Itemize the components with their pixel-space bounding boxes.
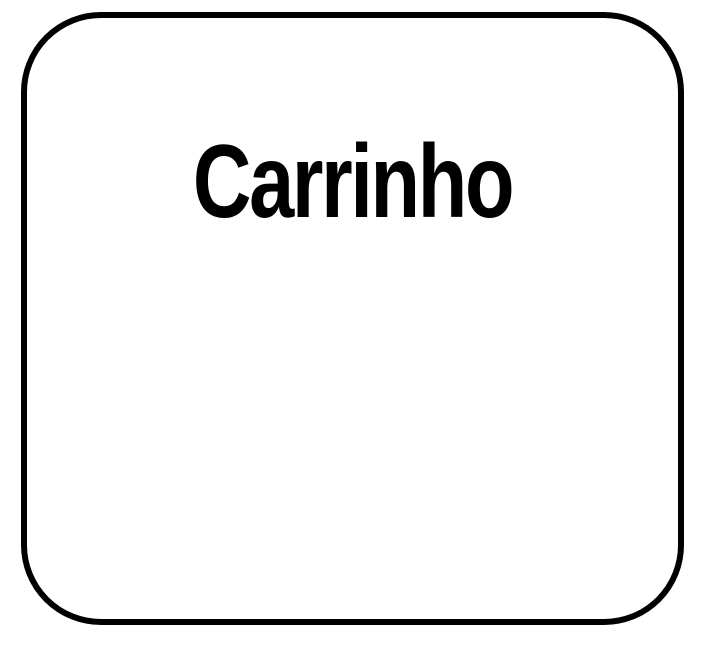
- card-title: Carrinho: [192, 124, 513, 240]
- cart-card[interactable]: [21, 12, 684, 625]
